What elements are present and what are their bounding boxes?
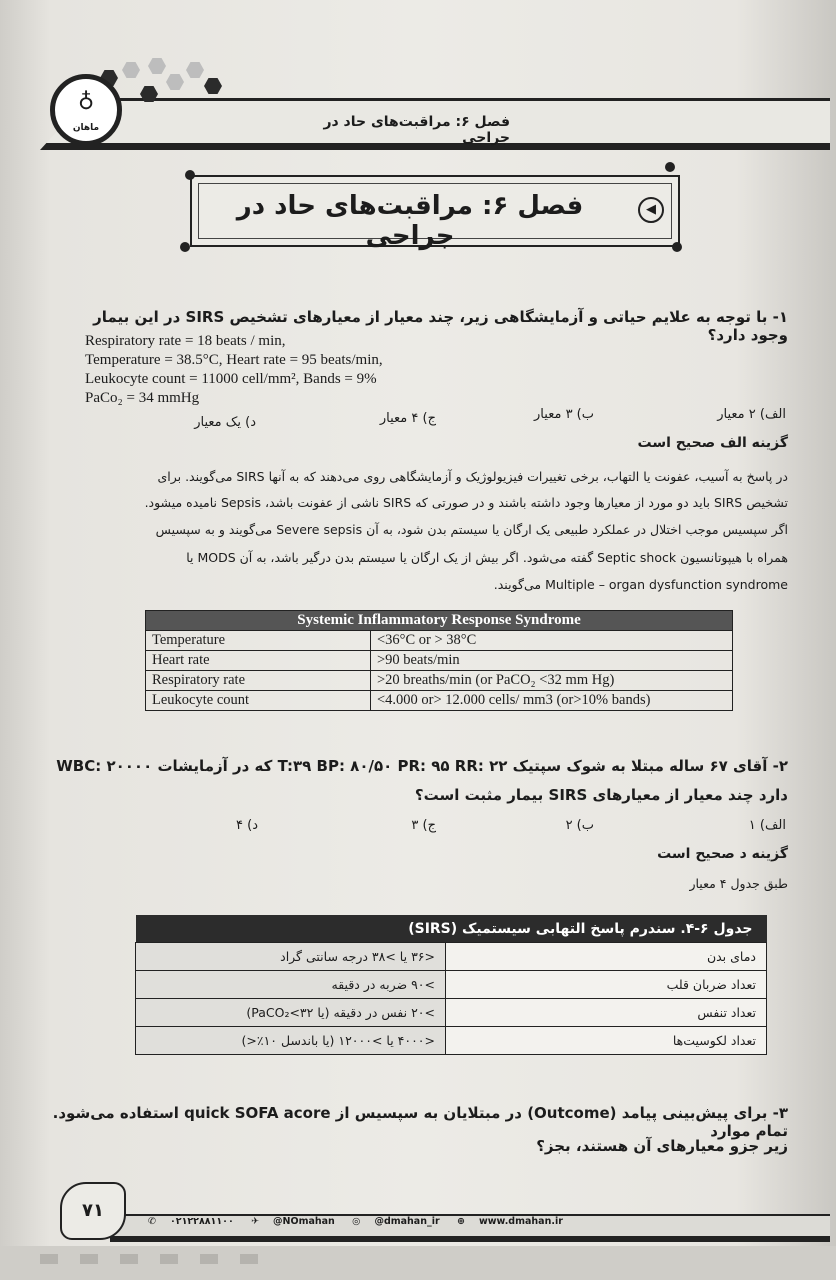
table-row — [146, 671, 733, 691]
table-row — [136, 1027, 767, 1055]
chapter-title-box — [190, 175, 680, 251]
sirs-table-title: Systemic Inflammatory Response Syndrome — [146, 611, 733, 631]
q1-explanation-line: در پاسخ به آسیب، عفونت یا التهاب، برخی تغییرات فیزیولوژیک و آزمایشگاهی روی می‌دهند که به آنها SIRS می‌گویند. برای — [157, 469, 788, 484]
table-cell: >۹۰ ضربه در دقیقه — [136, 971, 446, 999]
corner-dot — [185, 170, 195, 180]
table-row — [136, 999, 767, 1027]
phone-icon: ✆ — [148, 1216, 156, 1227]
table-cell: تعداد ضربان قلب — [446, 971, 767, 999]
footer-telegram: @NOmahan — [273, 1216, 335, 1227]
logo-text: ماهان — [72, 123, 100, 133]
table-cell: Respiratory rate — [146, 671, 371, 691]
bottom-strip — [0, 1246, 836, 1280]
footer-website: www.dmahan.ir — [478, 1216, 563, 1227]
q1-option-c: ج) ۴ معیار — [379, 411, 436, 426]
globe-icon: ⊕ — [457, 1216, 465, 1227]
footer-contacts — [148, 1216, 577, 1227]
q1-explanation-line: Multiple – organ dysfunction syndrome می‌گویند. — [493, 577, 788, 592]
footer-phone: ۰۲۱۲۲۸۸۱۱۰۰ — [169, 1216, 234, 1227]
hex-decoration — [204, 78, 222, 94]
hex-decoration — [166, 74, 184, 90]
q2-answer: گزینه د صحیح است — [657, 846, 788, 862]
table-cell: تعداد لکوسیت‌ها — [446, 1027, 767, 1055]
telegram-icon: ✈ — [251, 1216, 260, 1227]
table-cell: >20 breaths/min (or PaCO₂ <32 mm Hg) — [371, 671, 733, 691]
question-1: ۱- با توجه به علایم حیاتی و آزمایشگاهی زیر، چند معیار از معیارهای تشخیص SIRS در این بیمار وجود دارد؟ — [93, 308, 788, 344]
sirs-table — [145, 610, 733, 711]
table-cell: >90 beats/min — [371, 651, 733, 671]
table-cell: Leukocyte count — [146, 691, 371, 711]
table-cell: تعداد تنفس — [446, 999, 767, 1027]
table-cell: <۳۶ یا >۳۸ درجه سانتی گراد — [136, 943, 446, 971]
q1-answer: گزینه الف صحیح است — [637, 435, 788, 451]
q2-explanation: طبق جدول ۴ معیار — [689, 876, 788, 891]
table-row — [136, 971, 767, 999]
table-cell: <4.000 or> 12.000 cells/ mm3 (or>10% bands) — [371, 691, 733, 711]
q1-explanation-line: همراه با هیپوتانسیون Septic shock گفته می‌شود. اگر بیش از یک ارگان یا سیستم بدن درگیر باشد، به آن MODS یا — [186, 550, 788, 565]
table-row — [146, 651, 733, 671]
question-3-line2: زیر جزو معیارهای آن هستند، بجز؟ — [536, 1137, 788, 1155]
fa-sirs-table — [135, 915, 767, 1055]
publisher-logo — [50, 74, 122, 146]
question-2-line2: دارد چند معیار از معیارهای SIRS بیمار مثبت است؟ — [414, 786, 788, 804]
footer-instagram: @dmahan_ir — [374, 1216, 440, 1227]
q1-explanation-line: تشخیص SIRS باید دو مورد از معیارها وجود داشته باشند و در صورتی که SIRS ناشی از عفونت باشد، Sepsis نامیده میشود. — [144, 495, 788, 510]
table-cell: >۲۰ نفس در دقیقه (یا PaCO₂<۳۲) — [136, 999, 446, 1027]
q2-option-d: د) ۴ — [236, 818, 258, 833]
q2-option-b: ب) ۲ — [565, 818, 594, 833]
corner-dot — [180, 242, 190, 252]
hex-decoration — [122, 62, 140, 78]
page-number: ۷۱ — [60, 1182, 126, 1240]
q1-option-b: ب) ۳ معیار — [534, 407, 594, 422]
q1-data-line: Leukocyte count = 11000 cell/mm², Bands = 9% — [85, 371, 377, 387]
question-3: ۳- برای پیش‌بینی پیامد (Outcome) در مبتلایان به سپسیس از quick SOFA acore استفاده می‌شود. تمام موارد — [52, 1104, 788, 1140]
hex-decoration — [148, 58, 166, 74]
table-row — [146, 631, 733, 651]
q2-option-a: الف) ۱ — [748, 818, 786, 833]
q2-option-c: ج) ۳ — [411, 818, 436, 833]
q1-data-line: Temperature = 38.5°C, Heart rate = 95 beats/min, — [85, 352, 383, 368]
q1-option-a: الف) ۲ معیار — [717, 407, 786, 422]
chapter-title: فصل ۶: مراقبت‌های حاد در جراحی — [236, 191, 584, 251]
hex-decoration — [186, 62, 204, 78]
table-cell: Temperature — [146, 631, 371, 651]
q1-data-line: Respiratory rate = 18 beats / min, — [85, 333, 286, 349]
corner-dot — [665, 162, 675, 172]
table-cell: <36°C or > 38°C — [371, 631, 733, 651]
table-cell: دمای بدن — [446, 943, 767, 971]
instagram-icon: ◎ — [352, 1216, 361, 1227]
q1-data-line: PaCo₂ = 34 mmHg — [85, 390, 200, 406]
table-row — [146, 691, 733, 711]
chapter-arrow-icon: ◀ — [638, 197, 664, 223]
running-title: فصل ۶: مراقبت‌های حاد در جراحی — [323, 114, 510, 146]
q1-option-d: د) یک معیار — [194, 415, 256, 430]
corner-dot — [672, 242, 682, 252]
table-cell: <۴۰۰۰ یا >۱۲۰۰۰ (یا باندسل ۱۰٪<) — [136, 1027, 446, 1055]
table-row — [136, 943, 767, 971]
logo-icon: ♁ — [77, 90, 95, 115]
question-2: ۲- آقای ۶۷ ساله مبتلا به شوک سپتیک T:۳۹ BP: ۸۰/۵۰ PR: ۹۵ RR: ۲۲ که در آزمایشات WBC: ۲۰۰۰۰ — [56, 757, 788, 775]
table-cell: Heart rate — [146, 651, 371, 671]
fa-table-title: جدول ۶-۴. سندرم پاسخ التهابی سیستمیک (SIRS) — [136, 915, 767, 943]
q1-explanation-line: اگر سپسیس موجب اختلال در عملکرد طبیعی یک ارگان یا سیستم بدن شود، به آن Severe sepsis می‌گویند و به سپسیس — [155, 522, 788, 537]
